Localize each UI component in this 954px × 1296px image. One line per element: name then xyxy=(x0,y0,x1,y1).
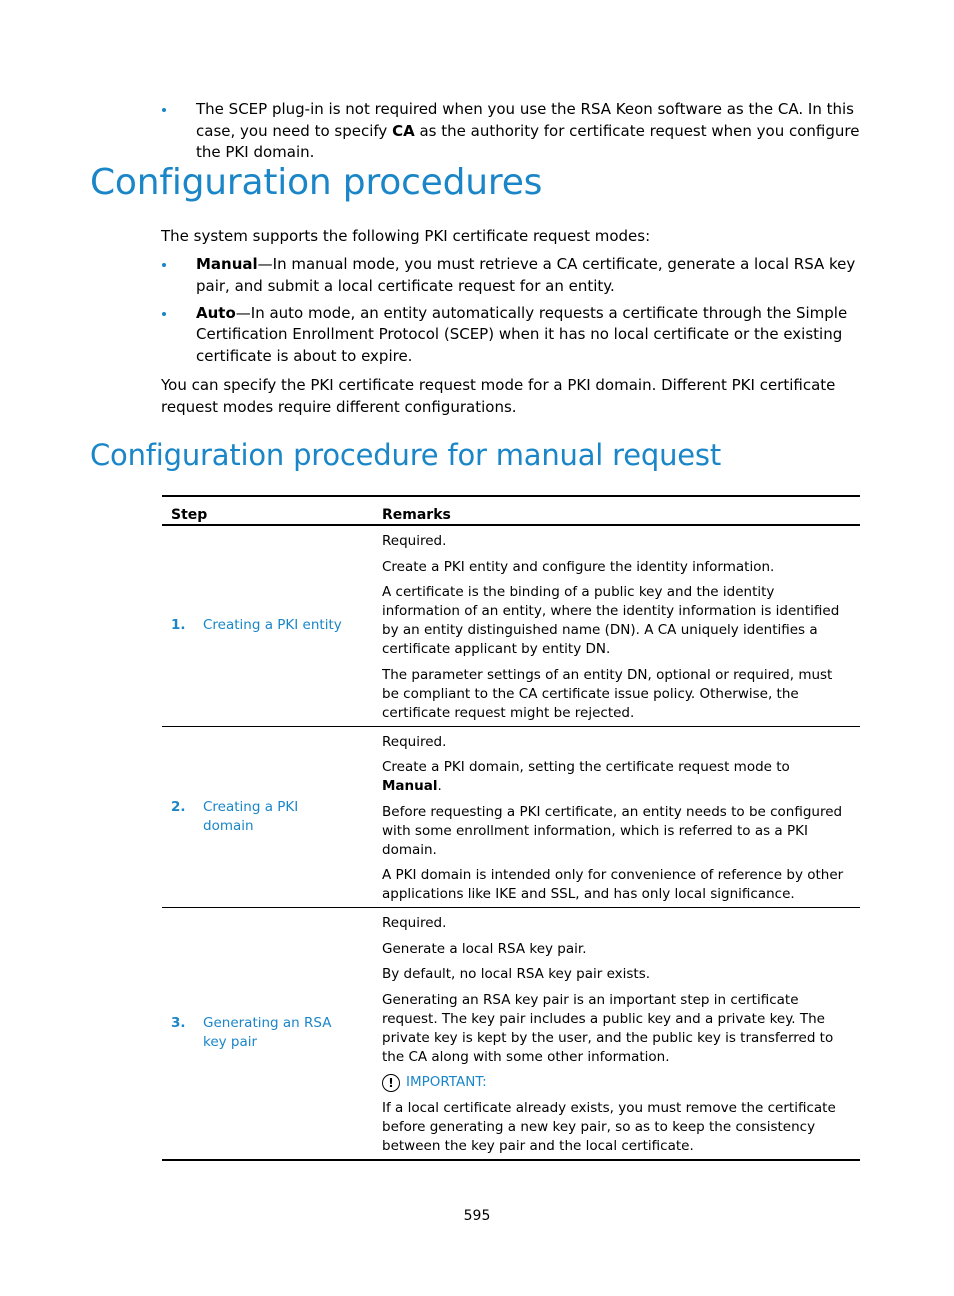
table-row xyxy=(162,525,860,726)
step-cell xyxy=(162,726,372,908)
step-number: 1. xyxy=(171,617,186,634)
remark-text-bold: Manual xyxy=(382,778,438,794)
remark-line: Required. xyxy=(382,733,447,750)
step-link-generating-rsa-key-pair[interactable]: Generating an RSA key pair xyxy=(203,1015,332,1051)
table-header-row xyxy=(162,496,860,525)
mode-bullet-list xyxy=(161,254,866,373)
step-cell xyxy=(162,908,372,1160)
remark-line: Create a PKI entity and configure the identity information. xyxy=(382,558,775,575)
remark-text-post: . xyxy=(437,778,442,794)
important-notice xyxy=(382,1073,852,1092)
remark-line: Generate a local RSA key pair. xyxy=(382,940,587,957)
intro-text-pre: The SCEP plug-in is not required when you use the RSA Keon software as the CA. In this case, you need to specify xyxy=(196,100,854,140)
intro-text-post: as the authority for certificate request when you configure the PKI domain. xyxy=(196,121,860,161)
remark-line: Required. xyxy=(382,533,447,549)
remark-line: A PKI domain is intended only for convenience of reference by other applications like IKE and SSL, and has only local significance. xyxy=(382,867,844,902)
section-heading-manual-request: Configuration procedure for manual request xyxy=(90,438,722,472)
steps-table xyxy=(162,495,860,1161)
mode-description: —In auto mode, an entity automatically requests a certificate through the Simple Certification Enrollment Protocol (SCEP) when it has no local certificate or the existing certificate is about to expire. xyxy=(196,303,848,365)
remark-line: A certificate is the binding of a public key and the identity information of an entity, where the identity information is identified by an entity distinguished name (DN). A CA uniquely identifies a certificate applicant by entity DN. xyxy=(382,584,840,657)
intro-bullet xyxy=(161,99,866,164)
column-header-step: Step xyxy=(171,507,208,523)
step-number: 3. xyxy=(171,1015,186,1032)
remark-line: By default, no local RSA key pair exists. xyxy=(382,966,651,982)
mode-term: Auto xyxy=(196,303,236,322)
warning-circle-icon: ! xyxy=(382,1074,400,1092)
intro-bullet-list xyxy=(161,99,866,169)
page-number: 595 xyxy=(463,1208,491,1224)
remarks-cell xyxy=(372,525,860,726)
step-number: 2. xyxy=(171,798,186,815)
table-row xyxy=(162,726,860,908)
modes-intro-paragraph: The system supports the following PKI certificate request modes: xyxy=(161,227,651,245)
remark-line: Required. xyxy=(382,915,447,931)
remark-text-pre: Create a PKI domain, setting the certificate request mode to xyxy=(382,759,790,775)
section-heading-configuration-procedures: Configuration procedures xyxy=(90,162,543,203)
remarks-cell xyxy=(372,908,860,1160)
mode-bullet-manual xyxy=(161,254,866,297)
mode-bullet-auto xyxy=(161,303,866,368)
important-text: If a local certificate already exists, you must remove the certificate before generating a new key pair, so as to keep the consistency between the key pair and the local certificate. xyxy=(382,1099,836,1154)
bullet-dot-icon xyxy=(162,312,166,316)
step-cell xyxy=(162,525,372,726)
mode-description: —In manual mode, you must retrieve a CA certificate, generate a local RSA key pair, and submit a local certificate request for an entity. xyxy=(196,255,856,295)
important-label: IMPORTANT: xyxy=(406,1074,487,1090)
step-link-creating-pki-entity[interactable]: Creating a PKI entity xyxy=(203,617,342,634)
bullet-dot-icon xyxy=(162,263,166,267)
mode-term: Manual xyxy=(196,255,258,273)
remarks-cell xyxy=(372,726,860,908)
bullet-dot-icon xyxy=(162,108,166,112)
table-row xyxy=(162,908,860,1160)
column-header-remarks: Remarks xyxy=(382,507,451,523)
remark-line: Generating an RSA key pair is an important step in certificate request. The key pair includes a public key and a private key. The private key is kept by the user, and the public key is transferred to the CA along with some other information. xyxy=(382,991,834,1065)
remark-line xyxy=(382,758,852,796)
modes-summary-paragraph: You can specify the PKI certificate request mode for a PKI domain. Different PKI certificate request modes require different configurations. xyxy=(161,376,836,416)
step-link-creating-pki-domain[interactable]: Creating a PKI domain xyxy=(203,798,299,834)
intro-text-bold: CA xyxy=(392,121,415,140)
remark-line: Before requesting a PKI certificate, an entity needs to be configured with some enrollment information, which is referred to as a PKI domain. xyxy=(382,803,843,858)
remark-line: The parameter settings of an entity DN, optional or required, must be compliant to the CA certificate issue policy. Otherwise, the certificate request might be rejected. xyxy=(382,666,833,721)
